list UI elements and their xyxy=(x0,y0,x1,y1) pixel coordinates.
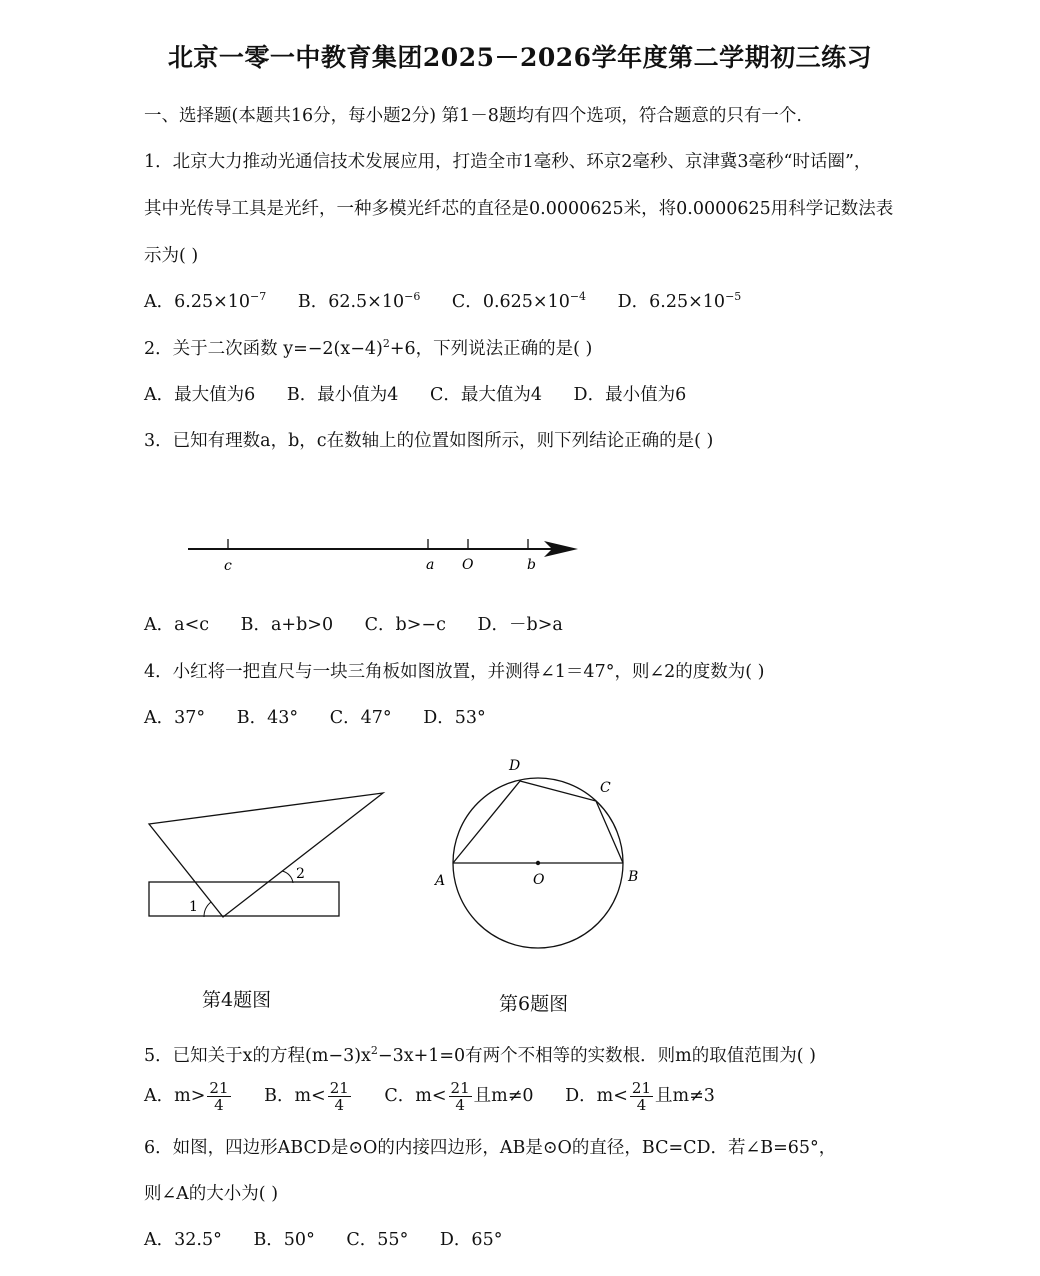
q4-stem: 4．小红将一把直尺与一块三角板如图放置，并测得∠1＝47°，则∠2的度数为( ) xyxy=(144,662,765,682)
q2-option-d: D．最小值为6 xyxy=(573,385,687,405)
q1-line-1: 1．北京大力推动光通信技术发展应用，打造全市1毫秒、环京2毫秒、京津冀3毫秒“时话圈”， xyxy=(144,152,872,172)
label-c: c xyxy=(224,558,232,574)
q1-options xyxy=(144,288,767,313)
q4-option-c: C．47° xyxy=(329,708,392,728)
q1-line-3: 示为( ) xyxy=(144,246,199,266)
ruler xyxy=(149,882,339,916)
figure-4-ruler-triangle xyxy=(140,785,400,930)
q1-line-2: 其中光传导工具是光纤，一种多模光纤芯的直径是0.0000625米，将0.0000625用科学记数法表 xyxy=(144,199,894,219)
q3-option-b: B．a+b>0 xyxy=(240,615,334,635)
q5-option-a: A．m> $\frac{21}{4}$ xyxy=(144,1079,229,1114)
center-point xyxy=(536,861,540,865)
figure-4-caption: 第4题图 xyxy=(202,989,272,1011)
q3-stem: 3．已知有理数a，b，c在数轴上的位置如图所示，则下列结论正确的是( ) xyxy=(144,431,714,451)
label-c: C xyxy=(600,780,611,796)
q5-option-c: C．m< $\frac{21}{4}$ 且m≠0 xyxy=(384,1079,534,1114)
label-o: O xyxy=(533,872,545,888)
q6-option-c: C．55° xyxy=(346,1230,409,1250)
page-title: 北京一零一中教育集团2025－2026学年度第二学期初三练习 xyxy=(167,43,873,72)
q4-option-a: A．37° xyxy=(144,708,206,728)
label-b: b xyxy=(527,557,536,573)
angle-2-arc xyxy=(282,871,293,883)
label-a: a xyxy=(426,557,435,573)
q3-option-a: A．a<c xyxy=(144,615,210,635)
angle-1-arc xyxy=(204,902,211,917)
figure-6-circle xyxy=(425,750,650,955)
q1-option-b: B．$62.5\times 10^{-6}$ xyxy=(297,290,421,312)
q1-option-c: C．$0.625\times 10^{-4}$ xyxy=(451,290,587,312)
q6-option-a: A．32.5° xyxy=(144,1230,222,1250)
number-line-figure xyxy=(180,528,590,578)
label-o: O xyxy=(462,557,474,573)
q5-option-b: B．m< $\frac{21}{4}$ xyxy=(264,1079,349,1114)
q3-option-d: D．－b>a xyxy=(477,615,563,635)
q2-options xyxy=(144,381,712,406)
q6-option-d: D．65° xyxy=(439,1230,503,1250)
triangle xyxy=(149,793,383,917)
q1-option-a: A．$6.25\times 10^{-7}$ xyxy=(144,290,267,312)
angle-1-label: 1 xyxy=(189,899,198,915)
label-a: A xyxy=(435,873,446,889)
q2-option-c: C．最大值为4 xyxy=(429,385,542,405)
q4-options xyxy=(144,704,512,729)
q5-options xyxy=(144,1080,741,1113)
q1-option-d: D．$6.25\times 10^{-5}$ xyxy=(617,290,742,312)
q2-option-b: B．最小值为4 xyxy=(286,385,399,405)
q2-stem: 2．关于二次函数 $y=-2(x-4)^2+6$，下列说法正确的是( ) xyxy=(144,337,593,359)
quadrilateral-abcd xyxy=(453,781,623,863)
label-d: D xyxy=(509,758,521,774)
q3-options xyxy=(144,611,589,636)
q5-option-d: D．m< $\frac{21}{4}$ 且m≠3 xyxy=(565,1079,715,1114)
q4-option-d: D．53° xyxy=(423,708,486,728)
q6-line-1: 6．如图，四边形ABCD是⊙O的内接四边形，AB是⊙O的直径，BC=CD．若∠B=65°， xyxy=(144,1138,837,1158)
q3-option-c: C．b>−c xyxy=(364,615,446,635)
q5-stem: 5．已知关于x的方程$(m-3)x^2-3x+1=0$有两个不相等的实数根．则m的取值范围为( ) xyxy=(144,1044,816,1066)
q4-option-b: B．43° xyxy=(236,708,299,728)
q2-option-a: A．最大值为6 xyxy=(144,385,256,405)
angle-2-label: 2 xyxy=(296,866,305,882)
q6-line-2: 则∠A的大小为( ) xyxy=(144,1184,279,1204)
section-heading: 一、选择题(本题共16分，每小题2分) 第1－8题均有四个选项，符合题意的只有一个. xyxy=(144,106,802,126)
figure-6-caption: 第6题图 xyxy=(499,993,569,1015)
label-b: B xyxy=(628,869,639,885)
q6-options xyxy=(144,1226,528,1251)
q6-option-b: B．50° xyxy=(253,1230,315,1250)
